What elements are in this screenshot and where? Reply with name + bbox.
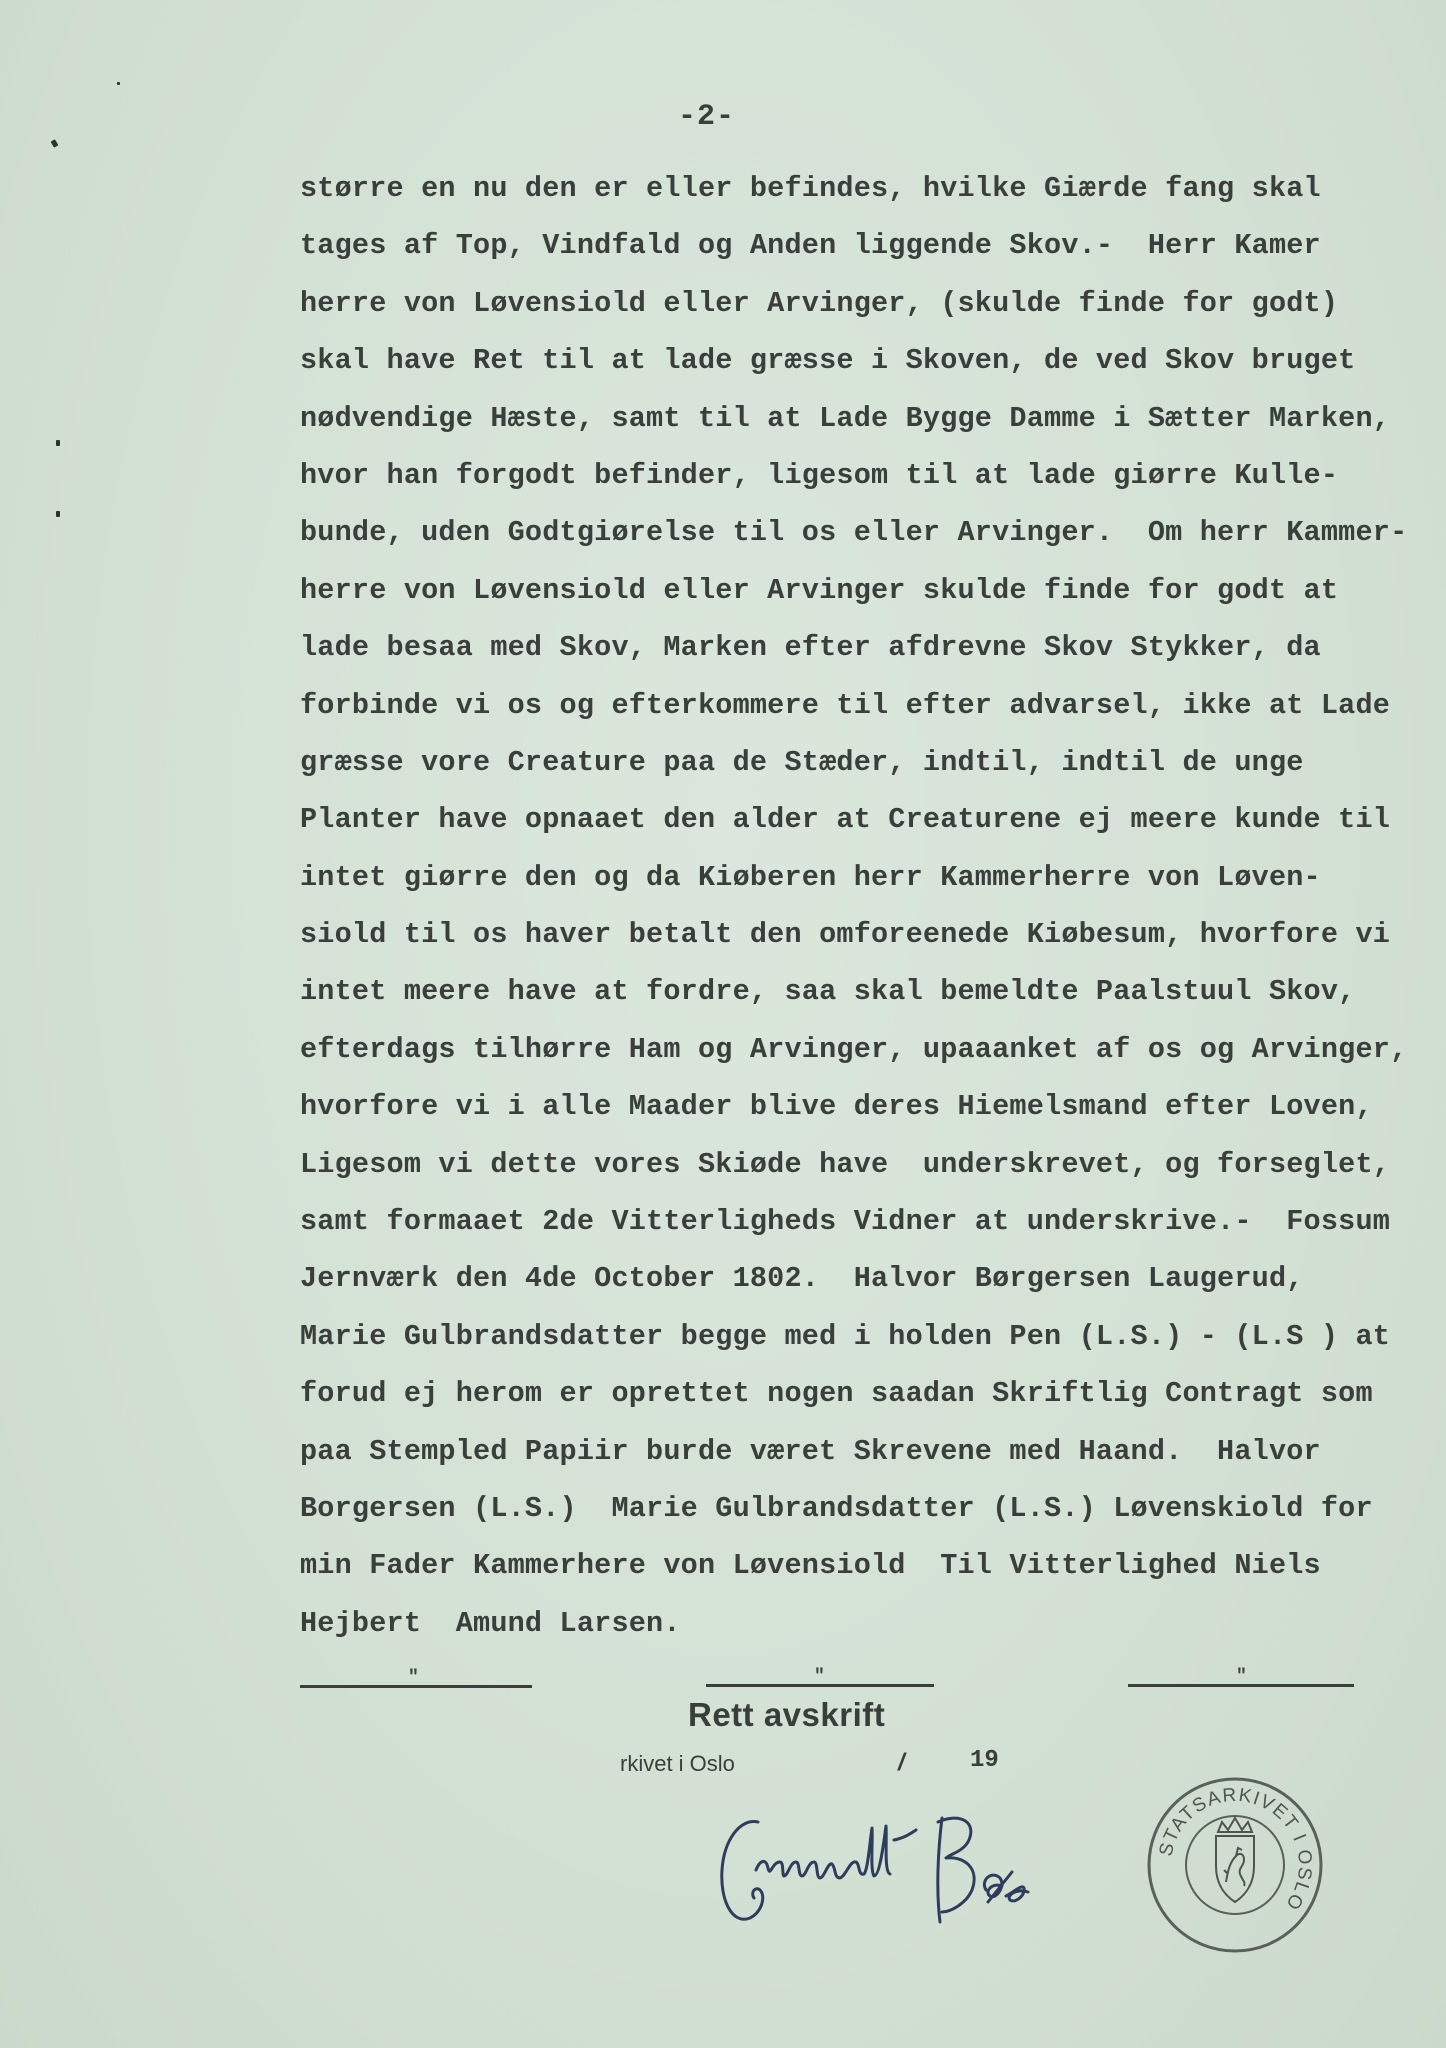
- text-line: efterdags tilhørre Ham og Arvinger, upaaanket af os og Arvinger,: [300, 1032, 1408, 1066]
- text-line: intet meere have at fordre, saa skal bemeldte Paalstuul Skov,: [300, 975, 1356, 1009]
- archive-line: rkivet i Oslo: [620, 1751, 735, 1776]
- date-slash: /: [898, 1749, 905, 1776]
- text-line: forud ej herom er oprettet nogen saadan Skriftlig Contragt som: [300, 1377, 1373, 1411]
- text-line: Marie Gulbrandsdatter begge med i holden Pen (L.S.) - (L.S ) at: [300, 1319, 1391, 1353]
- ditto-mark: ": [1236, 1667, 1247, 1687]
- text-line: forbinde vi os og efterkommere til efter advarsel, ikke at Lade: [300, 688, 1391, 722]
- text-line: siold til os haver betalt den omforeenede Kiøbesum, hvorfore vi: [300, 918, 1391, 952]
- text-line: Planter have opnaaet den alder at Creaturene ej meere kunde til: [300, 803, 1391, 837]
- certified-copy-stamp: Rett avskrift: [688, 1696, 886, 1733]
- text-line: Ligesom vi dette vores Skiøde have underskrevet, og forseglet,: [300, 1147, 1391, 1181]
- ditto-mark: ": [408, 1668, 419, 1688]
- text-line: bunde, uden Godtgiørelse til os eller Arvinger. Om herr Kammer-: [300, 516, 1408, 550]
- margin-mark: [51, 139, 59, 148]
- text-line: Jernværk den 4de October 1802. Halvor Børgersen Laugerud,: [300, 1262, 1304, 1296]
- text-line: Borgersen (L.S.) Marie Gulbrandsdatter (L.S.) Løvenskiold for: [300, 1491, 1373, 1525]
- text-line: skal have Ret til at lade græsse i Skoven, de ved Skov bruget: [300, 344, 1356, 378]
- archive-seal: [1140, 1770, 1330, 1960]
- document-body: [300, 160, 1420, 1652]
- text-line: paa Stempled Papiir burde været Skrevene med Haand. Halvor: [300, 1434, 1321, 1468]
- text-line: tages af Top, Vindfald og Anden liggende Skov.- Herr Kamer: [300, 229, 1321, 263]
- year-prefix: 19: [970, 1747, 999, 1774]
- text-line: samt formaaet 2de Vitterligheds Vidner at underskrive.- Fossum: [300, 1205, 1391, 1239]
- text-line: Hejbert Amund Larsen.: [300, 1606, 681, 1640]
- text-line: herre von Løvensiold eller Arvinger, (skulde finde for godt): [300, 286, 1339, 320]
- seal-text: STATSARKIVET I OSLO: [1155, 1784, 1316, 1915]
- text-line: græsse vore Creature paa de Stæder, indtil, indtil de unge: [300, 745, 1304, 779]
- text-line: hvor han forgodt befinder, ligesom til at lade giørre Kulle-: [300, 458, 1339, 492]
- page-number: -2-: [678, 100, 736, 134]
- margin-mark: [56, 511, 60, 517]
- svg-text:STATSARKIVET I OSLO: [1156, 1785, 1316, 1915]
- text-line: intet giørre den og da Kiøberen herr Kammerherre von Løven-: [300, 860, 1321, 894]
- text-line: nødvendige Hæste, samt til at Lade Bygge Damme i Sætter Marken,: [300, 401, 1391, 435]
- text-line: større en nu den er eller befindes, hvilke Giærde fang skal: [300, 172, 1321, 205]
- margin-mark: [56, 440, 60, 446]
- text-line: lade besaa med Skov, Marken efter afdrevne Skov Stykker, da: [300, 631, 1321, 665]
- margin-mark: [117, 82, 120, 85]
- text-line: min Fader Kammerhere von Løvensiold Til Vitterlighed Niels: [300, 1549, 1321, 1583]
- ditto-mark: ": [814, 1667, 825, 1687]
- text-line: hvorfore vi i alle Maader blive deres Hiemelsmand efter Loven,: [300, 1090, 1373, 1124]
- text-line: herre von Løvensiold eller Arvinger skulde finde for godt at: [300, 573, 1339, 607]
- handwritten-signature: [710, 1800, 1050, 1950]
